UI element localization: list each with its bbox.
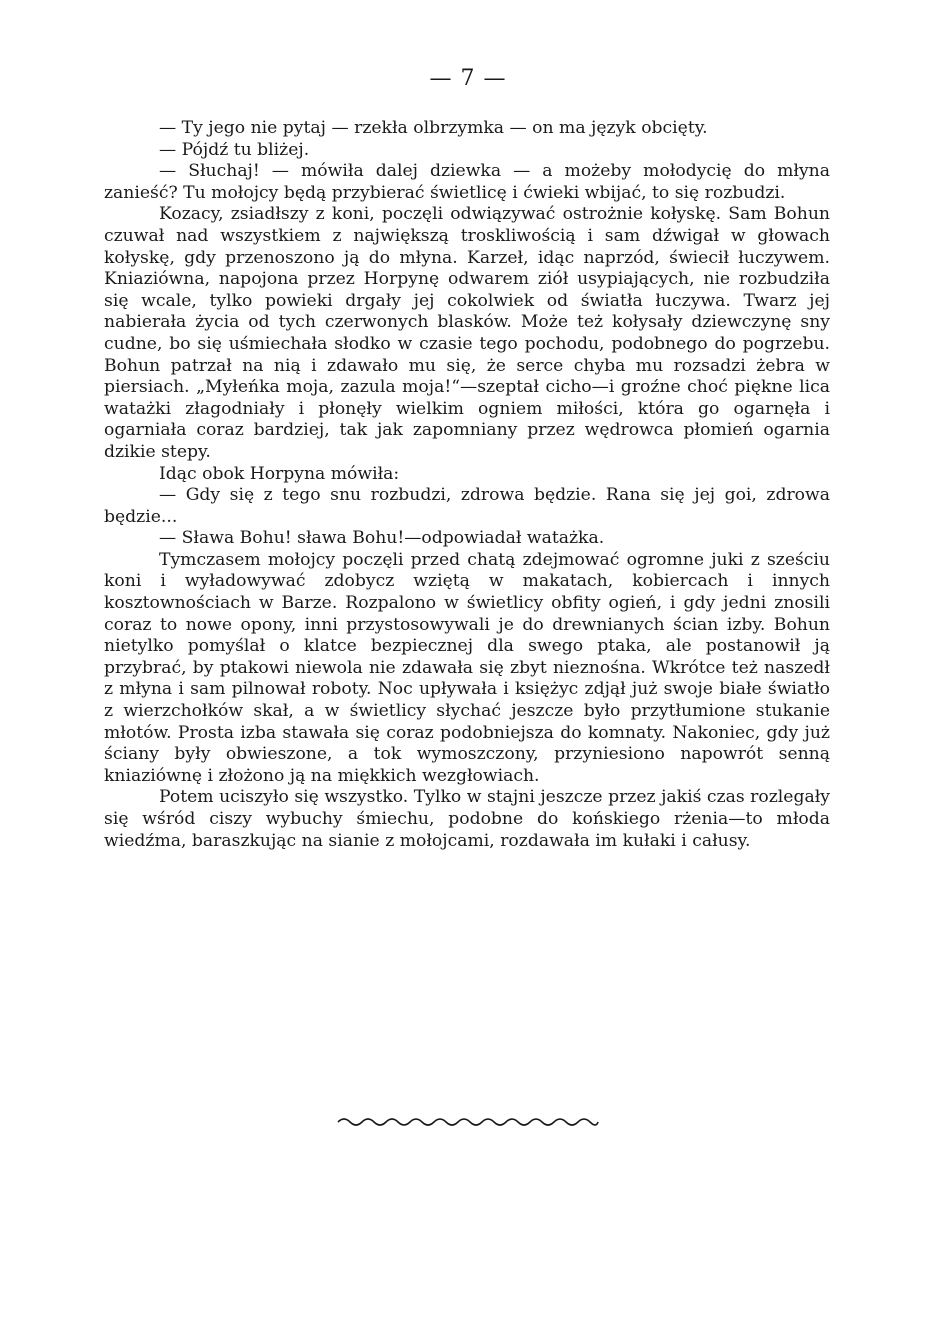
paragraph: — Gdy się z tego snu rozbudzi, zdrowa będzie. Rana się jej goi, zdrowa będzie... — [104, 485, 830, 527]
page-number: — 7 — — [429, 66, 507, 91]
paragraph: — Pójdź tu bliżej. — [159, 139, 310, 160]
paragraph: Potem uciszyło się wszystko. Tylko w stajni jeszcze przez jakiś czas rozlegały się wśród ciszy wybuchy śmiechu, podobne do końskiego rżenia—to młoda wiedźma, baraszkując na sianie z mołojcami, rozdawała im kułaki i całusy. — [104, 787, 830, 851]
paragraph: Tymczasem mołojcy poczęli przed chatą zdejmować ogromne juki z sześciu koni i wyładowywać zdobycz wziętą w makatach, kobiercach i innych kosztownościach w Barze. Rozpalono w świetlicy obfity ogień, i gdy jedni znosili coraz to nowe opony, inni przystosowywali je do drewnianych ścian izby. Bohun nietylko pomyślał o klatce bezpiecznej dla swego ptaka, ale postanowił ją przybrać, by ptakowi niewola nie zdawała się zbyt nieznośna. Wkrótce też naszedł z młyna i sam pilnował roboty. Noc upływała i księżyc zdjął już swoje białe światło z wierzchołków skał, a w świetlicy słychać jeszcze było przytłumione stukanie młotów. Prosta izba stawała się coraz podobniejsza do komnaty. Nakoniec, gdy już ściany były obwieszone, a tok wymoszczony, przyniesiono napowrót senną kniaziównę i złożono ją na miękkich wezgłowiach. — [104, 549, 830, 786]
wavy-line — [338, 1119, 598, 1125]
paragraph: Idąc obok Horpyna mówiła: — [159, 463, 400, 484]
paragraph: — Ty jego nie pytaj — rzekła olbrzymka — on ma język obcięty. — [159, 118, 708, 138]
wavy-rule-ornament — [336, 1112, 600, 1132]
paragraph: Kozacy, zsiadłszy z koni, poczęli odwiązywać ostrożnie kołyskę. Sam Bohun czuwał nad wszystkiem z największą troskliwością i sam dźwigał w głowach kołyskę, gdy przenoszono ją do młyna. Karzeł, idąc naprzód, świecił łuczywem. Kniaziówna, napojona przez Horpynę odwarem ziół usypiających, nie rozbudziła się wcale, tylko powieki drgały jej cokolwiek od światła łuczywa. Twarz jej nabierała życia od tych czerwonych blasków. Może też kołysały dziewczynę sny cudne, bo się uśmiechała słodko w czasie tego pochodu, podobnego do pogrzebu. Bohun patrzał na nią i zdawało mu się, że serce chyba mu rozsadzi żebra w piersiach. „Myłeńka moja, zazula moja!“—szeptał cicho—i groźne choć piękne lica watażki złagodniały i płonęły wielkim ogniem miłości, która go ogarnęła i ogarniała coraz bardziej, tak jak zapomniany przez wędrowca płomień ogarnia dzikie stepy. — [104, 204, 830, 462]
paragraph: — Sława Bohu! sława Bohu!—odpowiadał watażka. — [159, 528, 605, 549]
body-text — [104, 118, 830, 852]
paragraph: — Słuchaj! — mówiła dalej dziewka — a możeby mołodycię do młyna zanieść? Tu mołojcy będą przybierać świetlicę i ćwieki wbijać, to się rozbudzi. — [104, 161, 830, 203]
